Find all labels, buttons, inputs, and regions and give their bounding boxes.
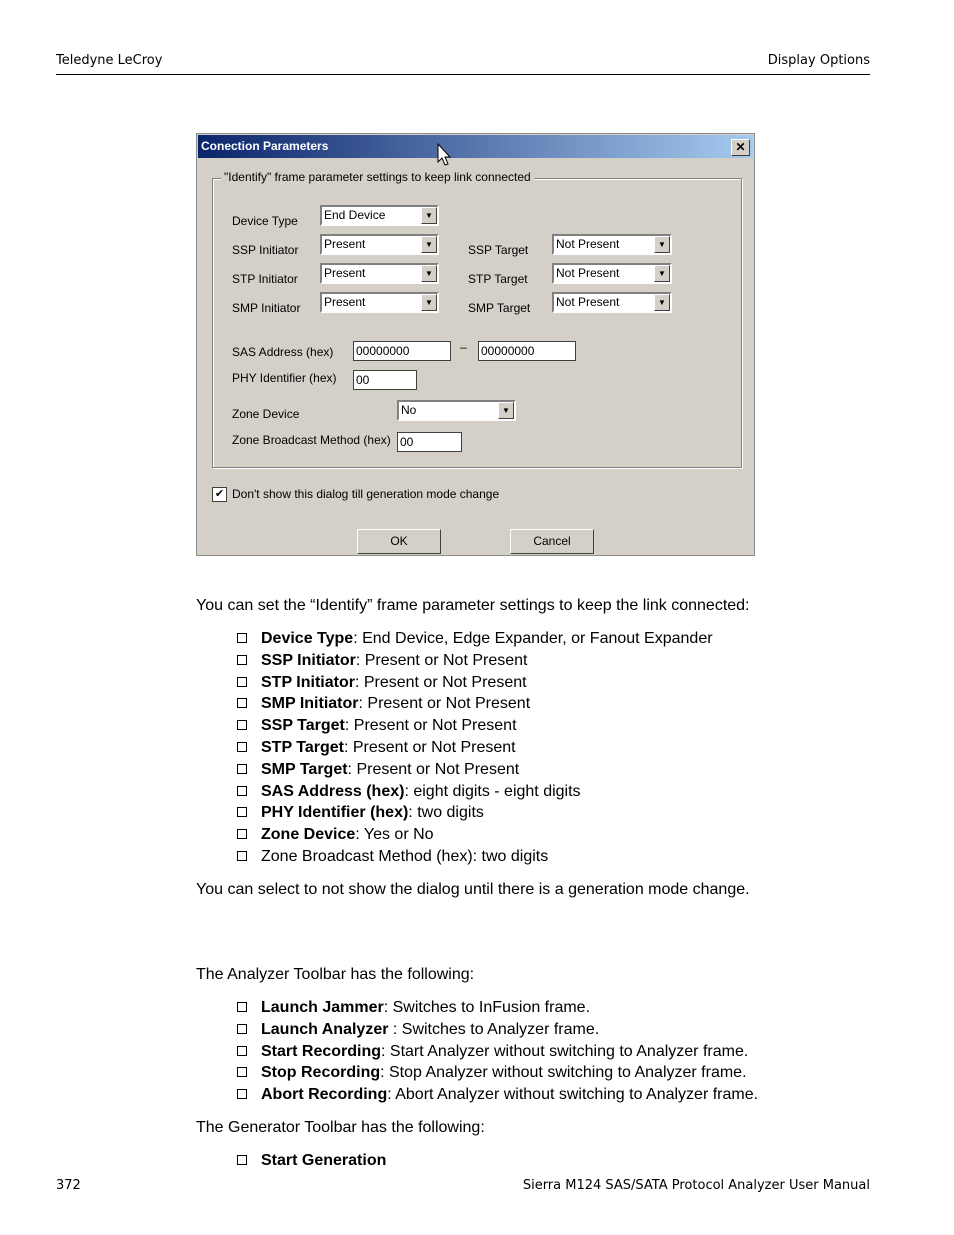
list-item (237, 630, 713, 648)
cancel-button[interactable]: Cancel (510, 529, 594, 554)
list-item-desc: : Switches to Analyzer frame. (388, 1020, 600, 1038)
list-item (237, 761, 519, 779)
list-item-term: SSP Target (261, 717, 345, 735)
checkbox-bullet-icon (237, 764, 247, 774)
list-item (237, 652, 527, 670)
chevron-down-icon[interactable]: ▼ (654, 236, 670, 253)
ok-button[interactable]: OK (357, 529, 441, 554)
smp-initiator-label: SMP Initiator (232, 301, 301, 315)
stp-initiator-select[interactable] (320, 263, 439, 284)
list-item (237, 1043, 748, 1061)
device-type-select[interactable] (320, 205, 439, 226)
device-type-value: End Device (324, 208, 386, 222)
sas-address-label: SAS Address (hex) (232, 345, 334, 359)
list-item-term: Start Recording (261, 1042, 382, 1060)
checkbox-bullet-icon (237, 742, 247, 752)
checkbox-bullet-icon (237, 829, 247, 839)
chevron-down-icon[interactable]: ▼ (498, 402, 514, 419)
device-type-label: Device Type (232, 214, 298, 228)
list-item (237, 739, 516, 757)
list-item-desc: : Present or Not Present (347, 760, 520, 778)
list-item (237, 1021, 599, 1039)
chevron-down-icon[interactable]: ▼ (421, 207, 437, 224)
smp-target-select[interactable] (552, 292, 672, 313)
zone-device-label: Zone Device (232, 407, 300, 421)
checkbox-bullet-icon (237, 698, 247, 708)
list-item-desc: : Present or Not Present (355, 651, 528, 669)
list-item-term: STP Initiator (261, 673, 355, 691)
sas-address-from-field[interactable]: 00000000 (353, 341, 451, 361)
ssp-target-label: SSP Target (468, 243, 529, 257)
list-item (237, 1086, 758, 1104)
list-item-desc: : Switches to InFusion frame. (383, 999, 591, 1016)
list-item (237, 826, 434, 844)
analyzer-toolbar-intro: The Analyzer Toolbar has the following: (196, 966, 475, 983)
list-item (237, 804, 484, 822)
stp-target-label: STP Target (468, 272, 528, 286)
footer-title: Sierra M124 SAS/SATA Protocol Analyzer User Manual (522, 1178, 870, 1193)
smp-target-label: SMP Target (468, 301, 531, 315)
zone-broadcast-label: Zone Broadcast Method (hex) (232, 433, 391, 447)
chevron-down-icon[interactable]: ▼ (654, 294, 670, 311)
list-item-desc: : eight digits - eight digits (404, 782, 581, 800)
header-left: Teledyne LeCroy (56, 53, 163, 68)
dialog-title: Conection Parameters (201, 139, 329, 153)
stp-initiator-label: STP Initiator (232, 272, 298, 286)
list-item-desc: : Abort Analyzer without switching to Analyzer frame. (387, 1086, 759, 1104)
list-item-term: Zone Device (261, 826, 356, 844)
checkbox-bullet-icon (237, 1089, 247, 1099)
dialog-note-paragraph: You can select to not show the dialog until there is a generation mode change. (196, 881, 750, 898)
list-item (237, 999, 590, 1017)
list-item-desc: : Present or Not Present (358, 695, 531, 713)
list-item-term: SMP Initiator (261, 695, 359, 713)
list-item-term: Start Generation (261, 1152, 387, 1169)
list-item-term: SSP Initiator (261, 651, 356, 669)
smp-target-value: Not Present (556, 295, 620, 309)
smp-initiator-select[interactable] (320, 292, 439, 313)
list-item-term: PHY Identifier (hex) (261, 804, 409, 822)
checkbox-bullet-icon (237, 786, 247, 796)
ssp-initiator-select[interactable] (320, 234, 439, 255)
checkbox-bullet-icon (237, 851, 247, 861)
list-item-desc: : Start Analyzer without switching to Analyzer frame. (381, 1042, 749, 1060)
dont-show-checkbox[interactable]: ✔ (212, 487, 227, 502)
checkbox-bullet-icon (237, 677, 247, 687)
list-item-desc: Zone Broadcast Method (hex): two digits (261, 848, 549, 865)
ssp-target-select[interactable] (552, 234, 672, 255)
ssp-initiator-value: Present (324, 237, 366, 251)
list-item (237, 717, 517, 735)
list-item (237, 674, 527, 692)
list-item-term: Device Type (261, 630, 354, 647)
chevron-down-icon[interactable]: ▼ (421, 236, 437, 253)
checkbox-bullet-icon (237, 1067, 247, 1077)
chevron-down-icon[interactable]: ▼ (654, 265, 670, 282)
stp-target-select[interactable] (552, 263, 672, 284)
checkbox-bullet-icon (237, 1046, 247, 1056)
checkbox-bullet-icon (237, 720, 247, 730)
checkbox-bullet-icon (237, 655, 247, 665)
stp-target-value: Not Present (556, 266, 620, 280)
checkbox-bullet-icon (237, 807, 247, 817)
dialog-titlebar (198, 135, 753, 158)
list-item (237, 1152, 386, 1170)
list-item-desc: : End Device, Edge Expander, or Fanout Expander (353, 630, 713, 647)
checkbox-bullet-icon (237, 1002, 247, 1012)
chevron-down-icon[interactable]: ▼ (421, 265, 437, 282)
smp-initiator-value: Present (324, 295, 366, 309)
generator-toolbar-intro: The Generator Toolbar has the following: (196, 1119, 485, 1136)
checkbox-bullet-icon (237, 633, 247, 643)
list-item-desc: : Yes or No (355, 826, 434, 844)
list-item (237, 783, 581, 801)
list-item-desc: : Present or Not Present (354, 673, 527, 691)
list-item-term: SAS Address (hex) (261, 782, 405, 800)
zone-device-select[interactable] (397, 400, 516, 421)
list-item-term: SMP Target (261, 760, 348, 778)
zone-device-value: No (401, 403, 417, 417)
list-item-desc: : Present or Not Present (343, 739, 516, 756)
sas-address-to-field[interactable]: 00000000 (478, 341, 576, 361)
sas-address-dash: – (460, 340, 467, 354)
header-divider (56, 74, 870, 75)
list-item (237, 1064, 747, 1082)
connection-parameters-dialog (196, 133, 755, 556)
list-item-term: Launch Analyzer (261, 1020, 389, 1038)
dont-show-label: Don't show this dialog till generation mode change (232, 487, 500, 501)
ssp-target-value: Not Present (556, 237, 620, 251)
stp-initiator-value: Present (324, 266, 366, 280)
ssp-initiator-label: SSP Initiator (232, 243, 299, 257)
intro-paragraph: You can set the “Identify” frame parameter settings to keep the link connected: (196, 597, 750, 614)
checkbox-bullet-icon (237, 1155, 247, 1165)
list-item-term: Launch Jammer (261, 999, 384, 1016)
zone-broadcast-field[interactable]: 00 (397, 432, 462, 452)
mouse-cursor-icon (437, 143, 451, 167)
list-item-term: STP Target (261, 739, 344, 756)
list-item (237, 848, 548, 866)
list-item-term: Stop Recording (261, 1064, 381, 1082)
list-item (237, 695, 530, 713)
identify-group-title: "Identify" frame parameter settings to keep link connected (221, 170, 534, 184)
header-right: Display Options (767, 53, 870, 68)
phy-identifier-field[interactable]: 00 (353, 370, 417, 390)
list-item-desc: : Stop Analyzer without switching to Analyzer frame. (380, 1064, 747, 1082)
footer-page-number: 372 (56, 1178, 81, 1193)
list-item-desc: : two digits (408, 804, 484, 822)
chevron-down-icon[interactable]: ▼ (421, 294, 437, 311)
phy-identifier-label: PHY Identifier (hex) (232, 371, 337, 385)
checkbox-bullet-icon (237, 1024, 247, 1034)
list-item-term: Abort Recording (261, 1086, 388, 1104)
close-icon[interactable]: ✕ (731, 139, 750, 156)
list-item-desc: : Present or Not Present (344, 717, 517, 735)
